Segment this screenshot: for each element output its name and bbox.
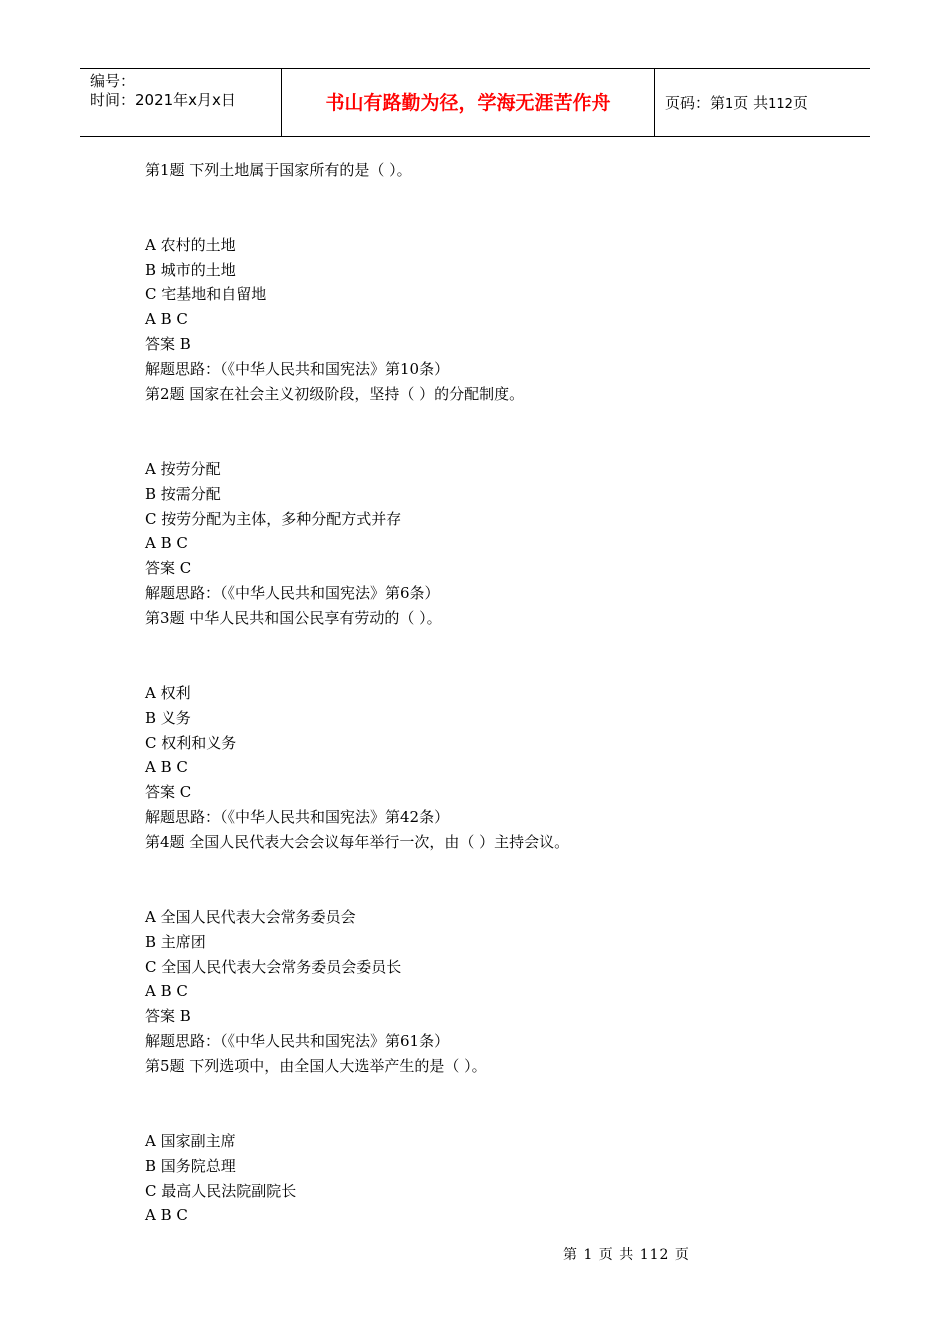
question-title: 第2题 国家在社会主义初级阶段，坚持（ ）的分配制度。 [145,385,525,404]
header-meta-cell [80,69,282,136]
question-list [145,158,845,1228]
answer-line: 答案 C [145,783,192,802]
option-a: A 国家副主席 [145,1131,236,1150]
question-title: 第1题 下列土地属于国家所有的是（ ）。 [145,161,412,179]
spacer [145,407,845,457]
hint-line: 解题思路：（《中华人民共和国宪法》第42条） [145,808,450,827]
answer-line: 答案 B [145,335,191,354]
option-c: C 全国人民代表大会常务委员会委员长 [145,957,402,976]
page-suffix: 页 [792,94,808,112]
option-c: C 按劳分配为主体，多种分配方式并存 [145,509,402,528]
choice-letters: A B C [145,758,188,777]
spacer [145,855,845,905]
page-info [665,94,808,114]
page-footer: 第 1 页 共 112 页 [563,1247,690,1263]
page-total: 112 [768,97,793,112]
page-mid: 页 共 [733,94,769,112]
option-b: B 按需分配 [145,484,221,503]
number-label: 编号： [90,72,136,90]
option-c: C 最高人民法院副院长 [145,1181,297,1200]
hint-line: 解题思路：（《中华人民共和国宪法》第61条） [145,1032,450,1051]
option-a: A 按劳分配 [145,459,221,478]
option-c: C 权利和义务 [145,733,237,752]
motto: 书山有路勤为径，学海无涯苦作舟 [325,92,611,114]
time-label: 时间：2021年x月x日 [90,91,236,109]
answer-line: 答案 B [145,1007,191,1026]
option-a: A 权利 [145,683,191,702]
hint-line: 解题思路：（《中华人民共和国宪法》第10条） [145,360,450,379]
choice-letters: A B C [145,534,188,553]
page-number: 1 [725,97,734,112]
header-motto-cell [282,69,655,136]
answer-line: 答案 C [145,559,192,578]
header-page-cell [655,69,870,136]
option-c: C 宅基地和自留地 [145,285,267,304]
choice-letters: A B C [145,1206,188,1225]
option-b: B 国务院总理 [145,1156,236,1175]
option-b: B 义务 [145,708,191,727]
page-header [80,68,870,137]
spacer [145,631,845,681]
choice-letters: A B C [145,310,188,329]
hint-line: 解题思路：（《中华人民共和国宪法》第6条） [145,584,440,603]
question-title: 第3题 中华人民共和国公民享有劳动的（ ）。 [145,609,442,628]
question-title: 第5题 下列选项中，由全国人大选举产生的是（ ）。 [145,1057,487,1076]
option-a: A 全国人民代表大会常务委员会 [145,907,356,926]
option-b: B 城市的土地 [145,260,236,279]
option-b: B 主席团 [145,932,206,951]
question-title: 第4题 全国人民代表大会会议每年举行一次，由（ ）主持会议。 [145,833,570,852]
spacer [145,1079,845,1129]
page-prefix: 页码：第 [665,94,726,112]
option-a: A 农村的土地 [145,235,236,254]
spacer [145,183,845,233]
choice-letters: A B C [145,982,188,1001]
